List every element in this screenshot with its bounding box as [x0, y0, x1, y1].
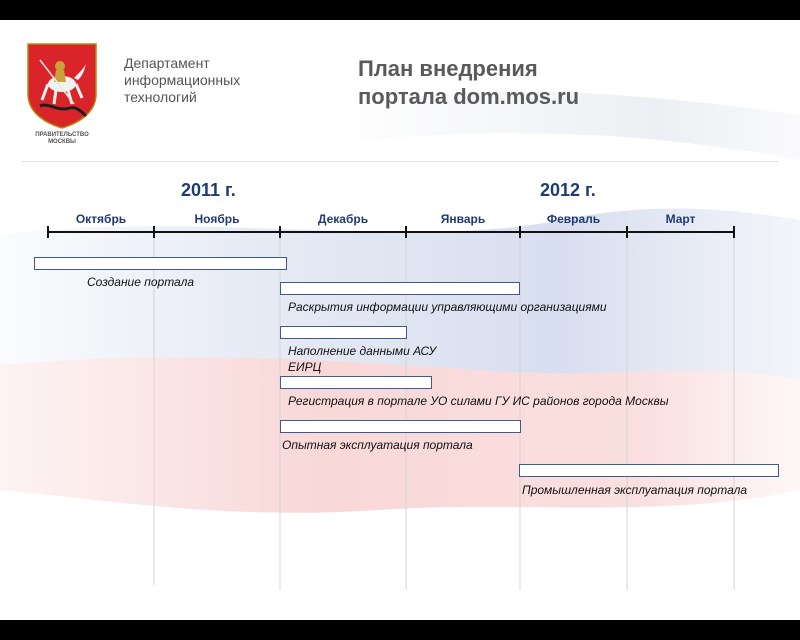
- title-line-1: План внедрения: [358, 56, 538, 81]
- task-bar: [280, 420, 521, 433]
- task-bar: [519, 464, 779, 477]
- month-label: Февраль: [546, 212, 601, 226]
- month-label: Март: [665, 212, 696, 226]
- year-label-2011: 2011 г.: [181, 180, 236, 200]
- task-bar: [280, 326, 407, 339]
- month-label: Январь: [440, 212, 486, 226]
- department-line: Департамент: [124, 55, 210, 71]
- department-line: информационных: [124, 72, 241, 88]
- task-bar: [280, 282, 520, 295]
- task-label-line: Промышленная эксплуатация портала: [522, 483, 748, 497]
- timeline-axis: [0, 20, 800, 620]
- month-label: Декабрь: [317, 212, 369, 226]
- task-label-line: Создание портала: [87, 275, 195, 289]
- month-label: Октябрь: [75, 212, 127, 226]
- month-label: Ноябрь: [194, 212, 240, 226]
- department-line: технологий: [124, 89, 197, 105]
- task-label: [522, 482, 747, 498]
- task-label: [288, 299, 607, 315]
- task-label: [288, 343, 436, 375]
- emblem-caption-line: ПРАВИТЕЛЬСТВО: [35, 132, 89, 138]
- task-bar: [34, 257, 287, 270]
- task-bar: [280, 376, 432, 389]
- task-label-line: Регистрация в портале УО силами ГУ ИС районов города Москвы: [288, 394, 669, 408]
- task-label: [288, 393, 669, 409]
- title-line-2: портала dom.mos.ru: [358, 84, 580, 109]
- task-label: [282, 437, 473, 453]
- task-label-line: ЕИРЦ: [288, 360, 322, 374]
- task-label-line: Раскрытия информации управляющими организациями: [288, 300, 607, 314]
- emblem-caption-line: МОСКВЫ: [48, 139, 76, 145]
- year-label-2012: 2012 г.: [540, 180, 596, 200]
- task-label-line: Опытная эксплуатация портала: [282, 438, 473, 452]
- slide: [0, 20, 800, 620]
- task-label: [87, 274, 194, 290]
- task-label-line: Наполнение данными АСУ: [288, 344, 437, 358]
